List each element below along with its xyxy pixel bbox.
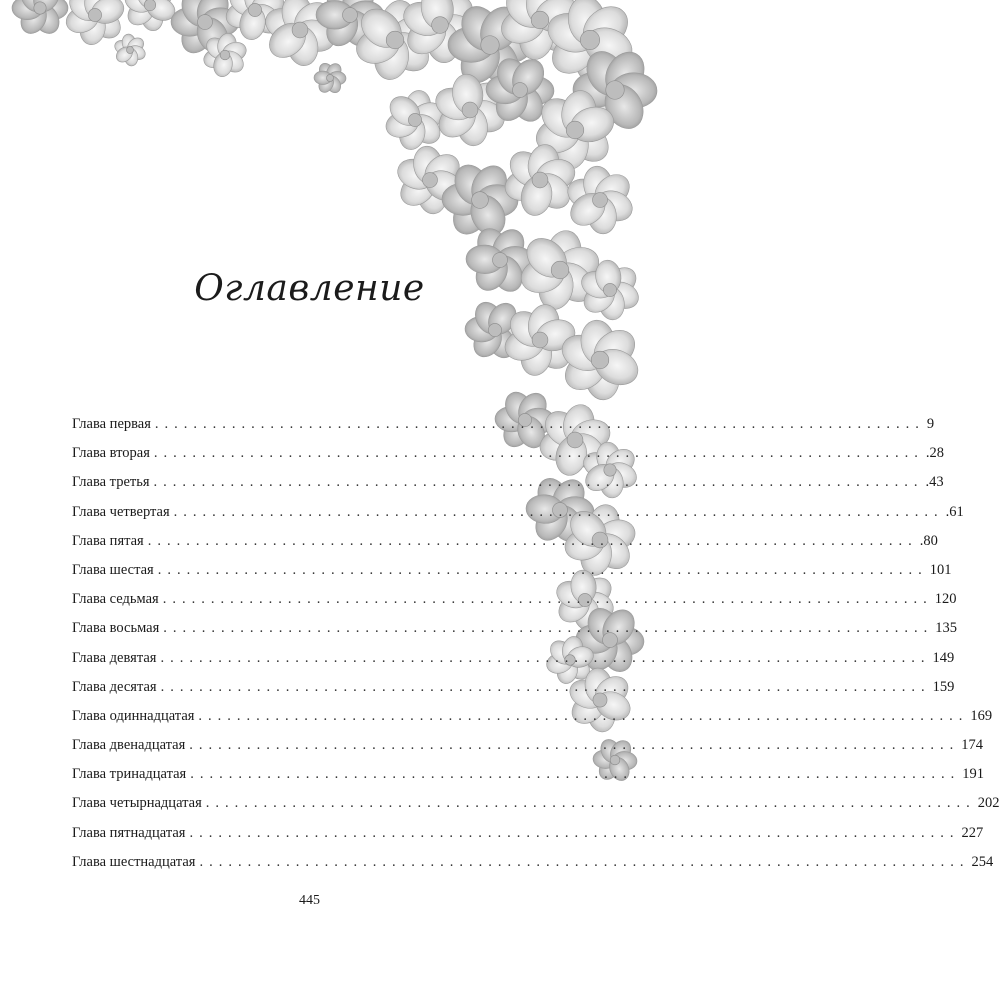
toc-entry xyxy=(72,702,993,731)
toc-leader-dots: ................................................................................ xyxy=(189,824,960,841)
toc-entry xyxy=(72,498,964,527)
toc-entry-label: Глава двенадцатая xyxy=(72,737,186,754)
toc-entry-label: Глава девятая xyxy=(72,649,157,666)
toc-leader-dots: ................................................................................ xyxy=(147,532,918,549)
toc-entry-page: .43 xyxy=(925,474,944,491)
toc-entry xyxy=(72,614,958,643)
page-number: 445 xyxy=(299,893,320,908)
table-of-contents xyxy=(72,410,1000,877)
toc-entry xyxy=(72,819,984,848)
toc-entry xyxy=(72,731,984,760)
page-title: Оглавление xyxy=(194,268,425,309)
toc-leader-dots: ................................................................................ xyxy=(160,649,931,666)
toc-entry-label: Глава вторая xyxy=(72,445,150,462)
toc-entry-label: Глава шестая xyxy=(72,561,154,578)
toc-entry-page: .61 xyxy=(945,503,964,520)
toc-leader-dots: ................................................................................ xyxy=(162,591,933,608)
toc-entry-label: Глава седьмая xyxy=(72,591,159,608)
toc-entry xyxy=(72,673,955,702)
toc-entry xyxy=(72,585,957,614)
toc-leader-dots: ................................................................................ xyxy=(173,503,944,520)
toc-entry-label: Глава десятая xyxy=(72,678,157,695)
toc-entry-page: 120 xyxy=(934,591,957,608)
toc-entry-page: 9 xyxy=(926,416,935,432)
toc-leader-dots: ................................................................................ xyxy=(198,707,969,724)
toc-leader-dots: ................................................................................ xyxy=(153,474,924,491)
toc-entry-label: Глава восьмая xyxy=(72,620,160,637)
toc-entry xyxy=(72,556,952,585)
toc-entry-label: Глава четвертая xyxy=(72,503,170,520)
toc-entry-page: 149 xyxy=(932,649,955,666)
toc-leader-dots: ................................................................................ xyxy=(153,445,924,462)
toc-leader-dots: ................................................................................ xyxy=(154,416,925,432)
toc-entry-label: Глава третья xyxy=(72,474,150,491)
toc-entry xyxy=(72,468,944,497)
toc-entry-page: 254 xyxy=(971,853,994,870)
toc-leader-dots: ................................................................................ xyxy=(163,620,934,637)
toc-entry-label: Глава одиннадцатая xyxy=(72,707,195,724)
toc-entry-page: 101 xyxy=(929,561,952,578)
toc-entry-page: .80 xyxy=(919,532,938,549)
toc-leader-dots: ................................................................................ xyxy=(189,737,960,754)
toc-entry xyxy=(72,527,938,556)
toc-entry-label: Глава пятая xyxy=(72,532,144,549)
toc-leader-dots: ................................................................................ xyxy=(157,561,928,578)
toc-leader-dots: ................................................................................ xyxy=(205,795,976,812)
toc-leader-dots: ................................................................................ xyxy=(199,853,970,870)
toc-entry-label: Глава тринадцатая xyxy=(72,766,187,783)
toc-entry-label: Глава шестнадцатая xyxy=(72,853,196,870)
toc-entry-page: 227 xyxy=(961,824,984,841)
toc-entry-label: Глава четырнадцатая xyxy=(72,795,202,812)
toc-entry-label: Глава пятнадцатая xyxy=(72,824,186,841)
toc-entry-label: Глава первая xyxy=(72,416,151,432)
toc-entry xyxy=(72,439,945,468)
toc-entry xyxy=(72,410,935,439)
toc-entry-page: 135 xyxy=(935,620,958,637)
toc-entry-page: 202 xyxy=(977,795,1000,812)
toc-entry xyxy=(72,644,955,673)
toc-entry-page: .28 xyxy=(925,445,945,462)
toc-entry-page: 174 xyxy=(961,737,984,754)
toc-entry-page: 159 xyxy=(932,678,955,695)
toc-entry-page: 169 xyxy=(970,707,993,724)
toc-entry xyxy=(72,789,1000,818)
toc-entry xyxy=(72,760,984,789)
toc-leader-dots: ................................................................................ xyxy=(190,766,961,783)
toc-leader-dots: ................................................................................ xyxy=(160,678,931,695)
toc-entry xyxy=(72,848,994,877)
toc-entry-page: 191 xyxy=(962,766,984,783)
